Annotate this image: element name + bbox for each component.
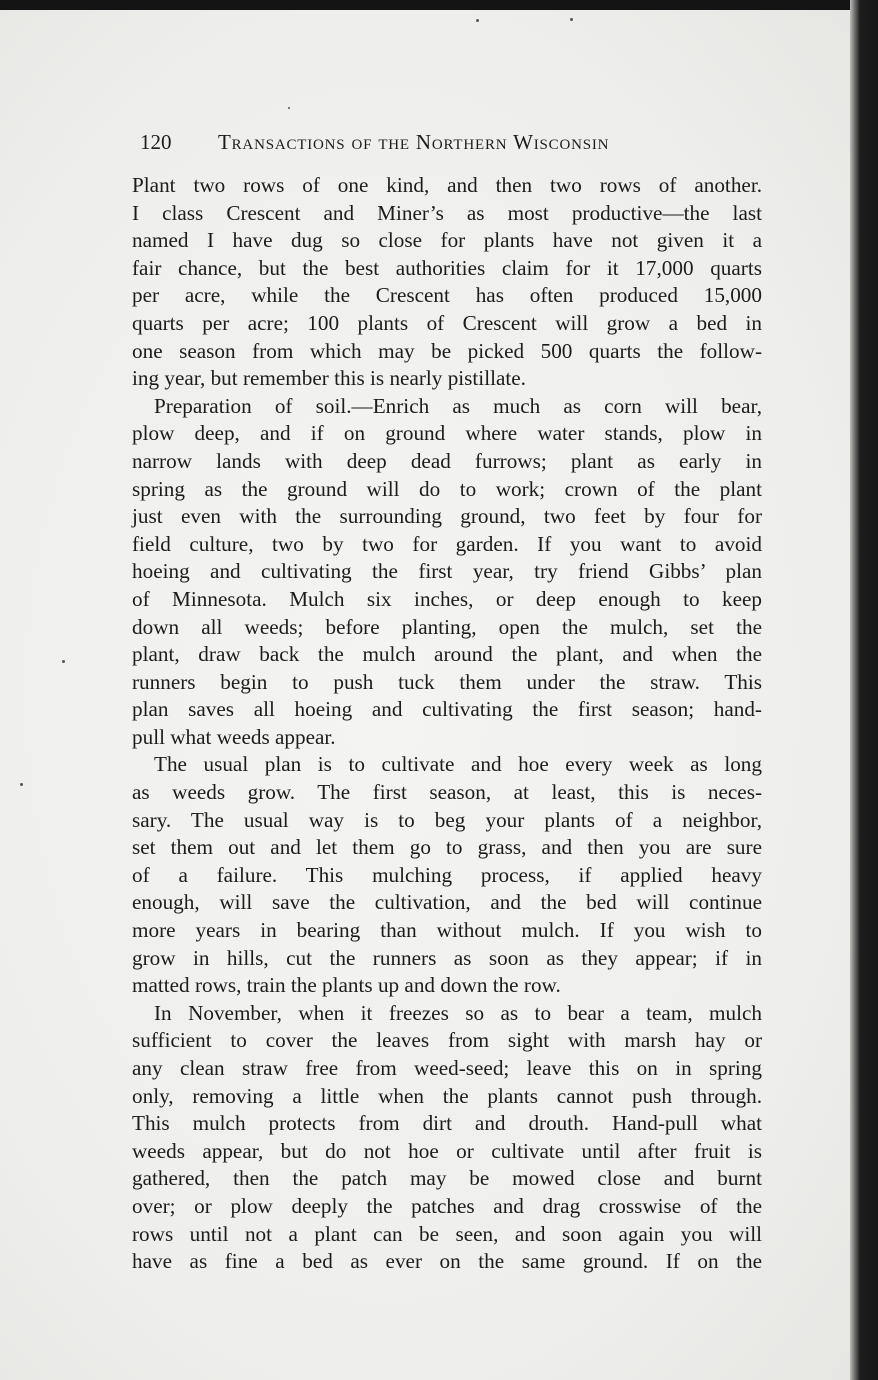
text-line: one season from which may be picked 500 quarts the follow- xyxy=(132,338,762,363)
scan-right-border xyxy=(850,0,878,1380)
text-line: matted rows, train the plants up and down the row. xyxy=(132,973,561,998)
paragraph xyxy=(132,751,762,999)
text-line: sary. The usual way is to beg your plants of a neighbor, xyxy=(132,807,762,832)
text-line: sufficient to cover the leaves from sight with marsh hay or xyxy=(132,1028,762,1053)
text-line: quarts per acre; 100 plants of Crescent will grow a bed in xyxy=(132,310,762,335)
text-line: per acre, while the Crescent has often produced 15,000 xyxy=(132,283,762,308)
text-line: plant, draw back the mulch around the plant, and when the xyxy=(132,642,762,667)
text-line: of Minnesota. Mulch six inches, or deep enough to keep xyxy=(132,586,762,611)
text-line: plan saves all hoeing and cultivating the first season; hand- xyxy=(132,697,762,722)
text-line: This mulch protects from dirt and drouth. Hand-pull what xyxy=(132,1111,762,1136)
scan-speck xyxy=(20,783,23,786)
text-line: The usual plan is to cultivate and hoe every week as long xyxy=(154,752,762,777)
text-line: set them out and let them go to grass, and then you are sure xyxy=(132,835,762,860)
body-text xyxy=(132,172,762,1276)
text-line: field culture, two by two for garden. If you want to avoid xyxy=(132,531,762,556)
paragraph xyxy=(132,393,762,752)
scan-top-border xyxy=(0,0,878,10)
text-line: I class Crescent and Miner’s as most productive—the last xyxy=(132,200,762,225)
text-line: spring as the ground will do to work; crown of the plant xyxy=(132,476,762,501)
text-line: named I have dug so close for plants have not given it a xyxy=(132,228,762,253)
text-line: fair chance, but the best authorities claim for it 17,000 quarts xyxy=(132,255,762,280)
paragraph xyxy=(132,1000,762,1276)
text-line: down all weeds; before planting, open the mulch, set the xyxy=(132,614,762,639)
text-line: rows until not a plant can be seen, and soon again you will xyxy=(132,1221,762,1246)
text-line: of a failure. This mulching process, if applied heavy xyxy=(132,862,762,887)
text-line: grow in hills, cut the runners as soon as they appear; if in xyxy=(132,945,762,970)
text-line: any clean straw free from weed-seed; leave this on in spring xyxy=(132,1056,762,1080)
page-header xyxy=(140,122,760,156)
text-line: weeds appear, but do not hoe or cultivate until after fruit is xyxy=(132,1138,762,1163)
text-line: pull what weeds appear. xyxy=(132,724,336,749)
text-line: over; or plow deeply the patches and drag crosswise of the xyxy=(132,1193,762,1218)
paragraph xyxy=(132,172,762,393)
text-line: hoeing and cultivating the first year, try friend Gibbs’ plan xyxy=(132,559,762,584)
running-head: Transactions of the Northern Wisconsin xyxy=(218,130,610,154)
text-line: gathered, then the patch may be mowed close and burnt xyxy=(132,1166,762,1191)
text-line: only, removing a little when the plants cannot push through. xyxy=(132,1083,762,1108)
text-line: Preparation of soil.—Enrich as much as corn will bear, xyxy=(154,393,762,418)
text-line: In November, when it freezes so as to bear a team, mulch xyxy=(154,1000,762,1025)
scan-speck xyxy=(570,18,573,21)
text-line: plow deep, and if on ground where water stands, plow in xyxy=(132,421,762,446)
scan-speck xyxy=(476,19,479,22)
scan-speck xyxy=(62,660,65,663)
text-line: narrow lands with deep dead furrows; plant as early in xyxy=(132,448,762,473)
page-number: 120 xyxy=(140,130,172,154)
text-line: more years in bearing than without mulch. If you wish to xyxy=(132,918,762,943)
text-line: as weeds grow. The first season, at least, this is neces- xyxy=(132,780,762,805)
text-line: just even with the surrounding ground, two feet by four for xyxy=(132,504,762,529)
scan-speck xyxy=(288,107,290,109)
text-line: ing year, but remember this is nearly pistillate. xyxy=(132,366,526,391)
text-line: Plant two rows of one kind, and then two rows of another. xyxy=(132,173,762,197)
text-line: enough, will save the cultivation, and the bed will continue xyxy=(132,890,762,915)
text-line: have as fine a bed as ever on the same ground. If on the xyxy=(132,1249,762,1274)
text-line: runners begin to push tuck them under the straw. This xyxy=(132,669,762,694)
